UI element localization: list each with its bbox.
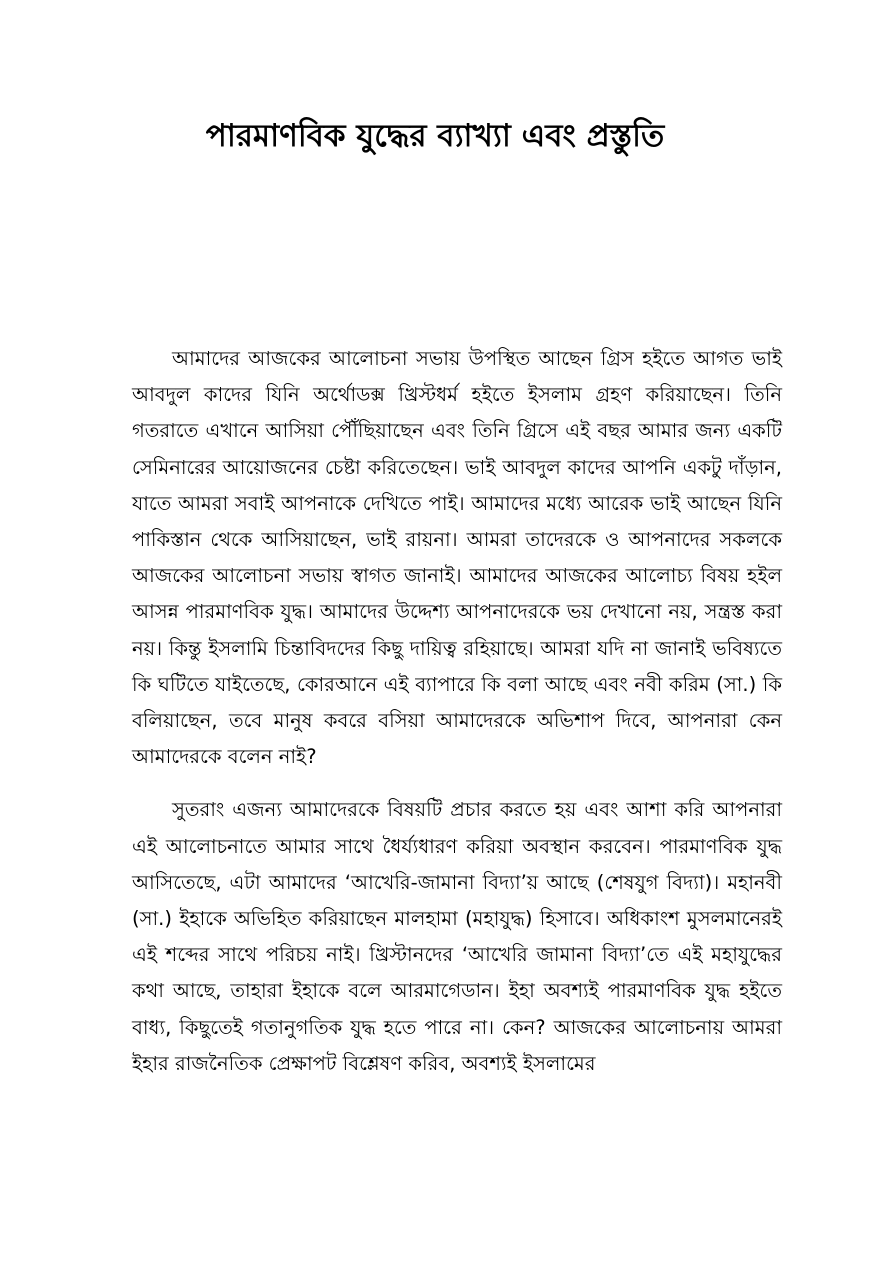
- body-text: [132, 341, 782, 1082]
- paragraph-2: সুতরাং এজন্য আমাদেরকে বিষয়টি প্রচার করতে হয় এবং আশা করি আপনারা এই আলোচনাতে আমার সাথে ধৈর্য্যধারণ করিয়া অবস্থান করবেন। পারমাণবিক যুদ্ধ আসিতেছে, এটা আমাদের ‘আখেরি-জামানা বিদ্যা’য় আছে (শেষযুগ বিদ্যা)। মহানবী (সা.) ইহাকে অভিহিত করিয়াছেন মালহামা (মহাযুদ্ধ) হিসাবে। অধিকাংশ মুসলমানেরই এই শব্দের সাথে পরিচয় নাই। খ্রিস্টানদের ‘আখেরি জামানা বিদ্যা’তে এই মহাযুদ্ধের কথা আছে, তাহারা ইহাকে বলে আরমাগেডান। ইহা অবশ্যই পারমাণবিক যুদ্ধ হইতে বাধ্য, কিছুতেই গতানুগতিক যুদ্ধ হতে পারে না। কেন? আজকের আলোচনায় আমরা ইহার রাজনৈতিক প্রেক্ষাপট বিশ্লেষণ করিব, অবশ্যই ইসলামের: [132, 798, 782, 1075]
- page-title: পারমাণবিক যুদ্ধের ব্যাখ্যা এবং প্রস্তুতি: [205, 118, 665, 154]
- paragraph-1: আমাদের আজকের আলোচনা সভায় উপস্থিত আছেন গ্রিস হইতে আগত ভাই আবদুল কাদের যিনি অর্থোডক্স খ্রিস্টধর্ম হইতে ইসলাম গ্রহণ করিয়াছেন। তিনি গতরাতে এখানে আসিয়া পৌঁছিয়াছেন এবং তিনি গ্রিসে এই বছর আমার জন্য একটি সেমিনারের আয়োজনের চেষ্টা করিতেছেন। ভাই আবদুল কাদের আপনি একটু দাঁড়ান, যাতে আমরা সবাই আপনাকে দেখিতে পাই। আমাদের মধ্যে আরেক ভাই আছেন যিনি পাকিস্তান থেকে আসিয়াছেন, ভাই রায়না। আমরা তাদেরকে ও আপনাদের সকলকে আজকের আলোচনা সভায় স্বাগত জানাই। আমাদের আজকের আলোচ্য বিষয় হইল আসন্ন পারমাণবিক যুদ্ধ। আমাদের উদ্দেশ্য আপনাদেরকে ভয় দেখানো নয়, সন্ত্রস্ত করা নয়। কিন্তু ইসলামি চিন্তাবিদদের কিছু দায়িত্ব রহিয়াছে। আমরা যদি না জানাই ভবিষ্যতে কি ঘটিতে যাইতেছে, কোরআনে এই ব্যাপারে কি বলা আছে এবং নবী করিম (সা.) কি বলিয়াছেন, তবে মানুষ কবরে বসিয়া আমাদেরকে অভিশাপ দিবে, আপনারা কেন আমাদেরকে বলেন নাই?: [132, 347, 782, 769]
